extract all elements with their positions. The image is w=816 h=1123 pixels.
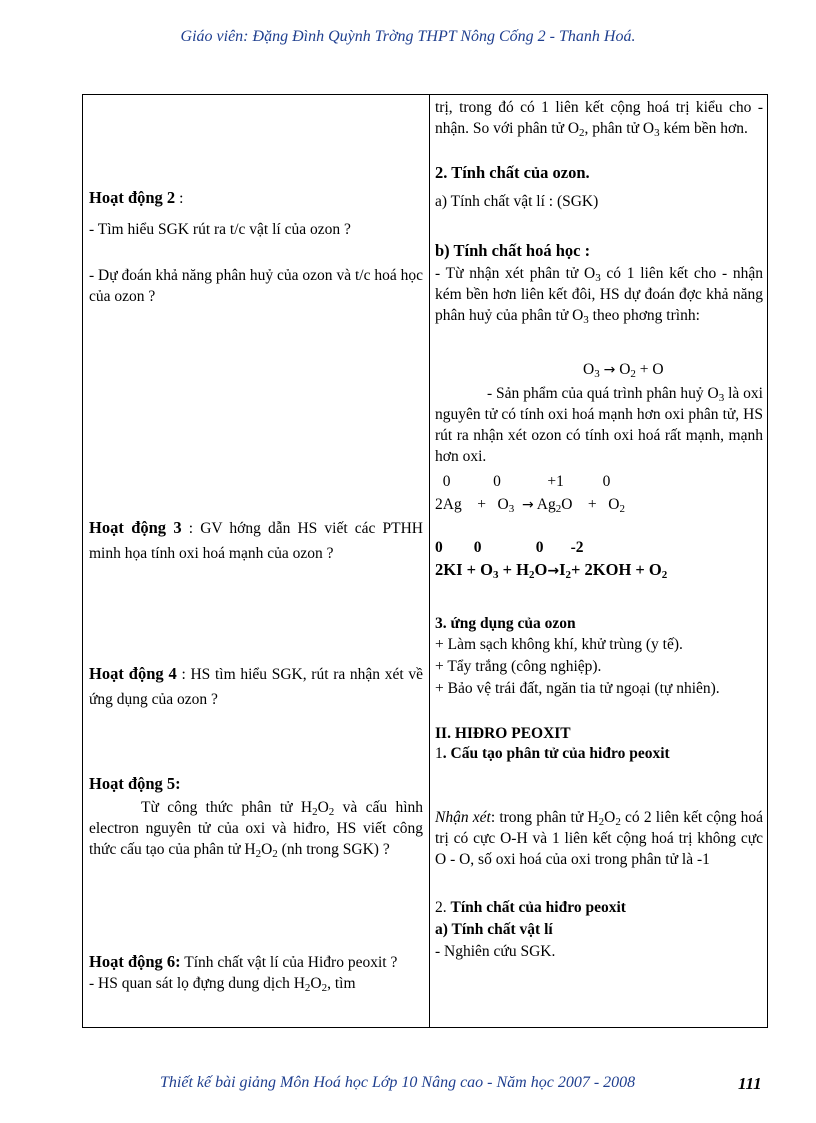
t: 2KI + O: [435, 560, 493, 579]
t: O: [619, 361, 631, 378]
activity-3-text: : GV hớng dẫn HS viết các PTHH minh họa tính oxi hoá mạnh của ozon ?: [89, 520, 423, 562]
t: 2.: [435, 899, 451, 916]
t: và cấu hình electron nguyên tử của oxi và hiđro, HS viết công thức cấu tạo của phân tử H: [89, 799, 423, 858]
section-ozone-uses: 3. ứng dụng của ozon: [435, 615, 576, 632]
activity-3-title: Hoạt động 3: [89, 518, 182, 537]
activity-4: [89, 661, 423, 712]
oxidation-states-2: 0 0 0 -2: [435, 539, 584, 556]
t: , phân tử O: [584, 120, 655, 137]
activity-2-q1: - Tìm hiểu SGK rút ra t/c vật lí của ozon ?: [89, 221, 351, 238]
activity-2-title: Hoạt động 2: [89, 188, 176, 207]
peroxide-physical-heading: a) Tính chất vật lí: [435, 921, 553, 938]
t: kém bền hơn.: [659, 120, 748, 137]
t: Từ công thức phân tử H: [141, 799, 313, 816]
physical-properties: a) Tính chất vật lí : (SGK): [435, 193, 599, 210]
activity-5-text: Từ công thức phân tử $H_2O_2$ và cấu hình electron nguyên tử của oxi và hiđro, HS viết công thức cấu tạo của phân tử $H_2O_2$ (nh trong SGK) ?: [89, 799, 423, 860]
structure-note: Nhận xét: trong phân tử $H_2O_2$ có 2 liên kết cộng hoá trị có cực O-H và 1 liên kết cộng hoá trị không cực O - O, số oxi hoá của oxi trong phân tử là -1: [435, 809, 764, 868]
t: O: [534, 560, 548, 579]
t: O + O: [561, 496, 620, 513]
activity-3: [89, 515, 423, 566]
arrow-icon: →: [522, 497, 534, 513]
activity-6-title: Hoạt động 6:: [89, 952, 181, 971]
arrow-icon: →: [603, 362, 616, 378]
t: 2Ag + O: [435, 496, 509, 513]
t: 1: [435, 745, 443, 762]
activity-6-observe: - HS quan sát lọ đựng dung dịch H: [89, 975, 305, 992]
section-peroxide-properties: [435, 897, 763, 918]
use-1: + Làm sạch không khí, khử trùng (y tế).: [435, 636, 683, 653]
equation-potassium-iodide: $2KI + O_3 + H_2O\to I_2+ 2KOH + O_2$: [435, 560, 668, 581]
activity-2-heading: [89, 187, 423, 209]
use-3: + Bảo vệ trái đất, ngăn tia tử ngoại (tự nhiên).: [435, 680, 720, 697]
t: (nh trong SGK) ?: [277, 841, 390, 858]
t: I: [559, 560, 566, 579]
t: + H: [498, 560, 529, 579]
ozone-structure-note: trị, trong đó có 1 liên kết cộng hoá trị kiểu cho - nhận. So với phân tử $O_2$, phân tử $O_3$ kém bền hơn.: [435, 99, 763, 139]
equation-silver: 2Ag + $O_3 \to Ag_2O$ + $O_2$: [435, 496, 625, 515]
section-structure: [435, 743, 763, 764]
activity-6: Hoạt động 6: Tính chất vật lí của Hiđro peoxit ? - HS quan sát lọ đựng dung dịch $H_2O_2$, tìm: [89, 952, 398, 994]
decomposition-prediction: - Từ nhận xét phân tử $O_3$ có 1 liên kết cho - nhận kém bền hơn liên kết đôi, HS dự đoán đợc khả năng phân huỷ của phân tử $O_3$ theo phơng trình:: [435, 265, 763, 326]
t: theo phơng trình:: [588, 307, 700, 324]
chemical-properties-heading: b) Tính chất hoá học :: [435, 241, 591, 260]
column-divider: [429, 95, 430, 1027]
t: + O: [639, 361, 664, 378]
t: có 1 liên kết cho - nhận kém bền hơn liên kết đôi, HS dự đoán đợc khả năng phân huỷ của phân tử O: [435, 265, 763, 324]
activity-4-title: Hoạt động 4: [89, 664, 177, 683]
t: : trong phân tử H: [490, 809, 599, 826]
activity-6-text: Tính chất vật lí của Hiđro peoxit ?: [180, 954, 398, 971]
oxidation-states-1: 0 0 +1 0: [435, 473, 611, 490]
activity-2-q2: - Dự đoán khả năng phân huỷ của ozon và t/c hoá học của ozon ?: [89, 267, 423, 305]
lesson-table: [82, 94, 768, 1028]
t: O: [317, 799, 329, 816]
page-footer: Thiết kế bài giảng Môn Hoá học Lớp 10 Nâng cao - Năm học 2007 - 2008: [160, 1074, 636, 1091]
t: là oxi nguyên tử có tính oxi hoá mạnh hơn oxi phân tử, HS rút ra nhận xét ozon có tính oxi hoá rất mạnh, mạnh hơn oxi.: [435, 385, 763, 465]
t: - Từ nhận xét phân tử O: [435, 265, 596, 282]
peroxide-physical-note: - Nghiên cứu SGK.: [435, 943, 556, 960]
page-header: Giáo viên: Đặng Đình Quỳnh Trờng THPT Nông Cống 2 - Thanh Hoá.: [180, 28, 636, 45]
t: O: [604, 809, 616, 826]
t: Nhận xét: [435, 809, 491, 826]
section-hydrogen-peroxide: II. HIĐRO PEOXIT: [435, 725, 571, 742]
oxidizing-note: - Sản phẩm của quá trình phân huỷ $O_3$ là oxi nguyên tử có tính oxi hoá mạnh hơn oxi phân tử, HS rút ra nhận xét ozon có tính oxi hoá rất mạnh, mạnh hơn oxi.: [435, 385, 763, 465]
activity-2-colon: :: [175, 190, 184, 207]
t: trị, trong đó có 1 liên kết cộng hoá trị kiểu cho - nhận. So với phân tử O: [435, 99, 763, 137]
t: . Cấu tạo phân tử của hiđro peoxit: [442, 745, 670, 762]
activity-5-title: Hoạt động 5:: [89, 774, 181, 793]
t: Ag: [536, 496, 556, 513]
arrow-icon: →: [547, 563, 560, 579]
activity-4-text: : HS tìm hiểu SGK, rút ra nhận xét về ứng dụng của ozon ?: [89, 666, 423, 708]
page-number: 111: [738, 1074, 762, 1093]
t: - Sản phẩm của quá trình phân huỷ O: [487, 385, 719, 402]
t: Tính chất của hiđro peoxit: [450, 899, 626, 916]
equation-decomposition: $O_3 \to O_2 + O$: [583, 361, 664, 380]
t: có 2 liên kết cộng hoá trị có cực O-H và 1 liên kết cộng hoá trị không cực O - O, số oxi hoá của oxi trong phân tử là -1: [435, 809, 764, 868]
t: O: [310, 975, 322, 992]
t: O: [583, 361, 595, 378]
section-ozone-properties: 2. Tính chất của ozon.: [435, 163, 590, 182]
t: + 2KOH + O: [571, 560, 662, 579]
t: , tìm: [327, 975, 356, 992]
use-2: + Tẩy trắng (công nghiệp).: [435, 658, 602, 675]
t: O: [261, 841, 273, 858]
